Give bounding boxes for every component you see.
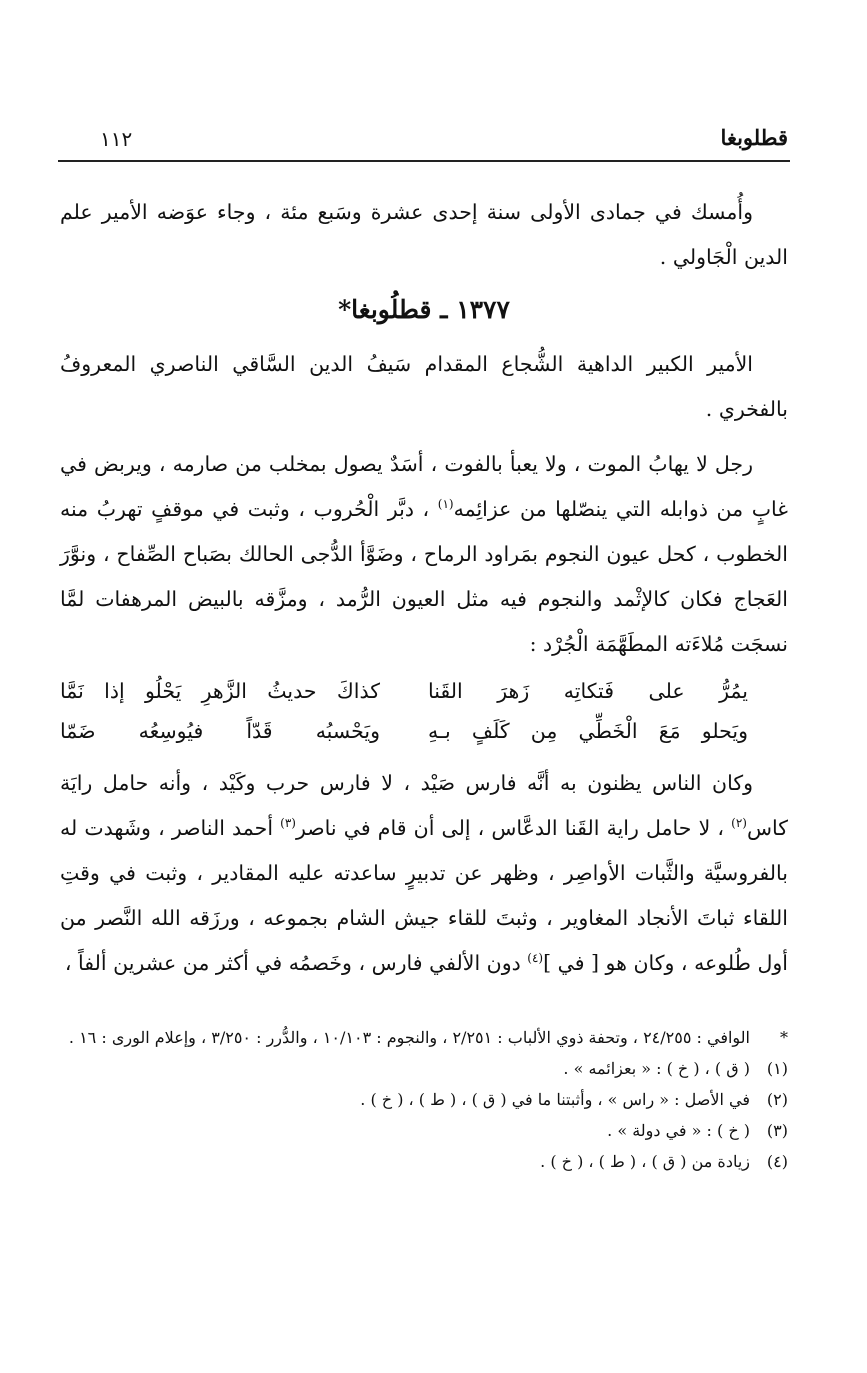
footnote-text: ( ق ) ، ( خ ) : « بعزائمه » . [563, 1059, 750, 1078]
paragraph-text: ، لا حامل راية القَنا الدعَّاس ، إلى أن قام في ناصر [295, 816, 732, 840]
poem-verse [60, 671, 788, 711]
footnote-ref: (٣) [280, 816, 296, 831]
footnotes [60, 1022, 788, 1177]
paragraph-text: ، دبَّر الْحُروب ، وثبت في موقفٍ تهربُ منه الخطوب ، كحل عيون النجوم بمَراود الرماح ، وضَوَّأ الدُّجى الحالك بصَباح الصِّفاح ، ونوَّرَ العَجاج فكان كالإثْمد والنجوم فيه مثل العيون الرُّمد ، ومزَّقه بالبيض المرهفات لمَّا نسجَت مُلاءَته المطَهَّمَة الْجُرْد : [60, 497, 788, 656]
paragraph-text: أحمد الناصر ، وشَهدت له بالفروسيَّة والثَّبات الأواصِر ، وظهر عن تدبيرٍ ساعدته عليه المقادير ، وثبت في وقتِ اللقاء ثباتَ الأنجاد المغاوير ، وثبتَ للقاء جيش الشام بجموعه ، ورزَقه الله النَّصر من أول طُلوعه ، وكان هو [ في ] [60, 816, 788, 975]
footnote [60, 1146, 788, 1177]
hemistich-second: ويَحْسبُه قَدّاً فيُوسِعُه ضَمّا [60, 719, 380, 743]
footnote-ref: (٢) [731, 816, 747, 831]
paragraph-text: دون الألفي فارس ، وخَصمُه في أكثر من عشرين ألفاً ، [64, 951, 528, 975]
paragraph-text: وكان الناس يظنون به أنَّه فارس صَيْد ، لا فارس حرب وكَيْد ، وأنه حامل رايَة كاس [60, 771, 788, 840]
entry-heading: ١٣٧٧ ـ قطلُوبغا* [338, 295, 510, 324]
footnote-mark: (٤) [766, 1152, 788, 1171]
paragraph-previous-entry-end: وأُمسك في جمادى الأولى سنة إحدى عشرة وسَبع مئة ، وجاء عوَضه الأمير علم الدين الْجَاولي . [60, 200, 788, 269]
footnote-text: ( خ ) : « في دولة » . [607, 1121, 750, 1140]
paragraph-description [60, 442, 788, 667]
footnote-ref: (١) [437, 497, 454, 512]
paragraph-intro: الأمير الكبير الداهية الشُّجاع المقدام سَيفُ الدين السَّاقي الناصري المعروفُ بالفخري . [60, 352, 788, 421]
hemistich-first: يمُرُّ على فَتكاتِه زَهرَ القَنا [428, 679, 748, 703]
footnote [60, 1022, 788, 1053]
paragraph-career [60, 761, 788, 986]
footnote [60, 1084, 788, 1115]
poem-verse [60, 711, 788, 751]
footnote-ref: (٤) [527, 951, 544, 966]
footnote-mark: * [780, 1028, 788, 1047]
footnote [60, 1115, 788, 1146]
running-title: قطلوبغا [720, 125, 788, 150]
header-rule [58, 160, 790, 162]
paragraph-text: رجل لا يهابُ الموت ، ولا يعبأ بالفوت ، أسَدٌ يصول بمخلب من صارمه ، ويربض في غابٍ من ذوابله التي ينصّلها من عزائِمه [60, 452, 788, 521]
footnote-text: زيادة من ( ق ) ، ( ط ) ، ( خ ) . [540, 1152, 750, 1171]
page-header [60, 125, 788, 159]
footnote-text: الوافي : ٢٤/٢٥٥ ، وتحفة ذوي الألباب : ٢/٢٥١ ، والنجوم : ١٠/١٠٣ ، والدُّرر : ٣/٢٥٠ ، وإعلام الورى : ١٦ . [68, 1028, 750, 1047]
poem [60, 671, 788, 751]
page-number: ١١٢ [100, 127, 133, 151]
footnote-mark: (١) [766, 1059, 788, 1078]
main-text [60, 190, 788, 986]
footnote-text: في الأصل : « راس » ، وأثبتنا ما في ( ق ) ، ( ط ) ، ( خ ) . [360, 1090, 750, 1109]
footnote-mark: (٢) [766, 1090, 788, 1109]
footnote [60, 1053, 788, 1084]
footnote-mark: (٣) [766, 1121, 788, 1140]
hemistich-first: ويَحلو مَعَ الْخَطِّي مِن كَلَفٍ بـهِ [428, 719, 748, 743]
hemistich-second: كذاكَ حديثُ الزَّهرِ يَحْلُو إذا نَمَّا [60, 679, 380, 703]
